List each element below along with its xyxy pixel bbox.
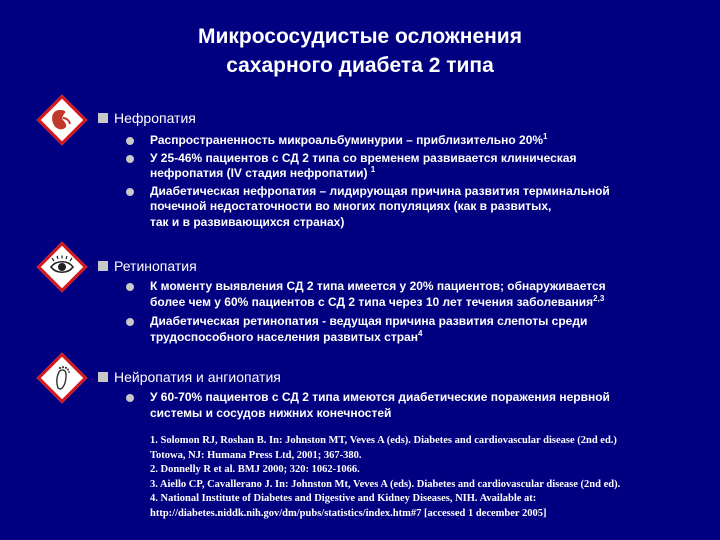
bullet-dot-icon — [126, 188, 134, 196]
bullet-text: системы и сосудов нижних конечностей — [150, 405, 392, 420]
neuropathy-bullets — [120, 390, 710, 421]
kidney-icon — [36, 94, 88, 146]
section-heading-label: Ретинопатия — [114, 258, 197, 274]
reference-line: 1. Solomon RJ, Roshan B. In: Johnston MT, Veves A (eds). Diabetes and cardiovascular disease (2nd ed.) — [150, 435, 617, 446]
bullet-text: нефропатия (IV стадия нефропатии) — [150, 166, 371, 180]
bullet-text: Диабетическая нефропатия – лидирующая причина развития терминальной — [150, 183, 610, 198]
section-heading-neuropathy — [98, 369, 281, 385]
footnote-ref: 2,3 — [593, 293, 605, 303]
bullet-dot-icon — [126, 283, 134, 291]
nephropathy-bullets — [120, 133, 710, 230]
section-heading-label: Нефропатия — [114, 110, 196, 126]
section-heading-label: Нейропатия и ангиопатия — [114, 369, 281, 385]
section-heading-retinopathy — [98, 258, 197, 274]
footnote-ref: 1 — [370, 165, 376, 174]
bullet-item — [120, 390, 710, 421]
bullet-dot-icon — [126, 318, 134, 326]
retinopathy-bullets — [120, 279, 710, 345]
reference-line: 2. Donnelly R et al. BMJ 2000; 320: 1062-1066. — [150, 464, 360, 475]
bullet-text: К моменту выявления СД 2 типа имеется у 20% пациентов; обнаруживается — [150, 279, 606, 293]
section-heading-nephropathy — [98, 110, 196, 126]
bullet-text: так и в развивающихся странах) — [150, 214, 345, 229]
bullet-text: Распространенность микроальбуминурии – приблизительно 20% — [150, 133, 544, 147]
bullet-text: У 25-46% пациентов с СД 2 типа со временем развивается клиническая — [150, 150, 577, 165]
bullet-text: более чем у 60% пациентов с СД 2 типа через 10 лет течения заболевания — [150, 294, 594, 309]
bullet-text: трудоспособного населения развитых стран — [150, 329, 418, 344]
eye-icon — [36, 241, 88, 293]
foot-badge — [36, 352, 88, 404]
bullet-item — [120, 184, 710, 231]
bullet-item — [120, 133, 710, 149]
slide-title-line-2: сахарного диабета 2 типа — [226, 54, 494, 77]
footnote-ref: 1 — [543, 132, 548, 141]
slide-title — [0, 22, 720, 80]
bullet-item — [120, 279, 710, 310]
eye-badge — [36, 241, 88, 293]
bullet-dot-icon — [126, 137, 134, 145]
bullet-item — [120, 151, 710, 182]
bullet-dot-icon — [126, 155, 134, 163]
bullet-text: Диабетическая ретинопатия - ведущая причина развития слепоты среди — [150, 314, 588, 328]
references — [150, 434, 710, 521]
section-square-icon — [98, 261, 108, 271]
section-square-icon — [98, 372, 108, 382]
bullet-text: У 60-70% пациентов с СД 2 типа имеются диабетические поражения нервной — [150, 390, 610, 404]
reference-line: 3. Aiello CP, Cavallerano J. In: Johnston Mt, Veves A (eds). Diabetes and cardiovascular disease (2nd ed). — [150, 478, 621, 490]
slide-title-line-1: Микрососудистые осложнения — [198, 25, 522, 48]
bullet-item — [120, 314, 710, 345]
kidney-badge — [36, 94, 88, 146]
reference-line: Totowa, NJ: Humana Press Ltd, 2001; 367-380. — [150, 449, 362, 461]
reference-line: http://diabetes.niddk.nih.gov/dm/pubs/statistics/index.htm#7 [accessed 1 december 2005] — [150, 507, 547, 519]
bullet-dot-icon — [126, 394, 134, 402]
foot-icon — [36, 352, 88, 404]
reference-line: 4. National Institute of Diabetes and Digestive and Kidney Diseases, NIH. Available at: — [150, 493, 537, 504]
footnote-ref: 4 — [417, 328, 423, 338]
bullet-text: почечной недостаточности во многих популяциях (как в развитых, — [150, 199, 552, 213]
section-square-icon — [98, 113, 108, 123]
